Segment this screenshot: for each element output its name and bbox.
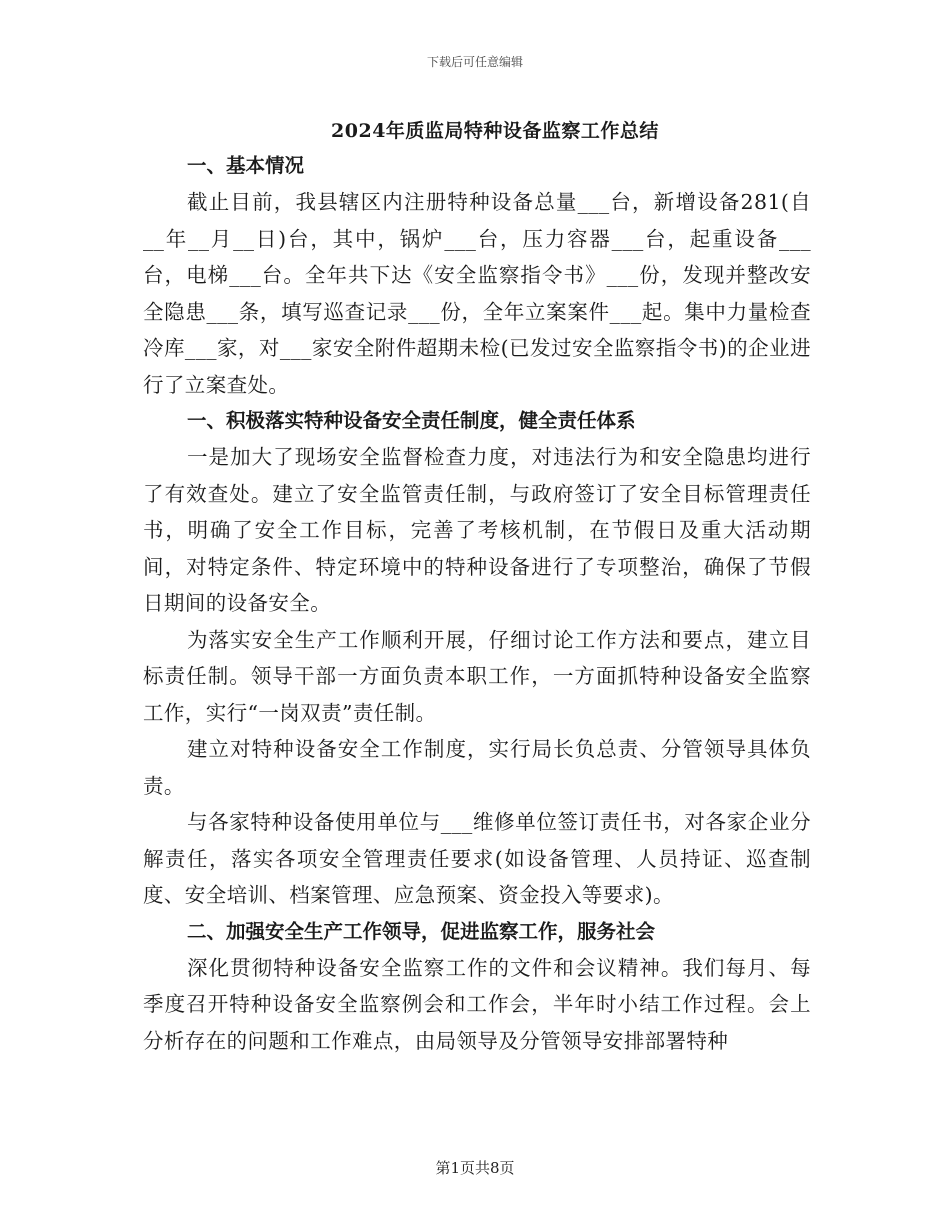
- section-heading-leadership: 二、加强安全生产工作领导，促进监察工作，服务社会: [187, 919, 656, 943]
- section-heading-responsibility-system: 一、积极落实特种设备安全责任制度，健全责任体系: [187, 409, 636, 432]
- page-header-note: 下载后可任意编辑: [426, 55, 523, 69]
- paragraph-meetings: 深化贯彻特种设备安全监察工作的文件和会议精神。我们每月、每季度召开特种设备安全监察例会和工作会，半年时小结工作过程。会上分析存在的问题和工作难点，由局领导及分管领导安排部署特种: [143, 955, 811, 1053]
- document-body: [143, 148, 811, 1059]
- paragraph-inspection-efforts: 一是加大了现场安全监督检查力度，对违法行为和安全隐患均进行了有效查处。建立了安全监管责任制，与政府签订了安全目标管理责任书，明确了安全工作目标，完善了考核机制，在节假日及重大活动期间，对特定条件、特定环境中的特种设备进行了专项整治，确保了节假日期间的设备安全。: [143, 445, 811, 615]
- document-title: 2024年质监局特种设备监察工作总结: [331, 120, 659, 142]
- paragraph-target-responsibility: 为落实安全生产工作顺利开展，仔细讨论工作方法和要点，建立目标责任制。领导干部一方面负责本职工作，一方面抓特种设备安全监察工作，实行“一岗双责”责任制。: [143, 627, 811, 725]
- page-footer-number: 第1页共8页: [435, 1159, 515, 1177]
- paragraph-responsibility-letters: 与各家特种设备使用单位与___维修单位签订责任书，对各家企业分解责任，落实各项安全管理责任要求(如设备管理、人员持证、巡查制度、安全培训、档案管理、应急预案、资金投入等要求)。: [143, 810, 811, 907]
- paragraph-basic-situation: 截止目前，我县辖区内注册特种设备总量___台，新增设备281(自__年__月__日)台，其中，锅炉___台，压力容器___台，起重设备___台，电梯___台。全年共下达《安全监察指令书》___份，发现并整改安全隐患___条，填写巡查记录___份，全年立案案件___起。集中力量检查冷库___家，对___家安全附件超期未检(已发过安全监察指令书)的企业进行了立案查处。: [143, 190, 811, 397]
- paragraph-work-system: 建立对特种设备安全工作制度，实行局长负总责、分管领导具体负责。: [143, 737, 811, 798]
- section-heading-basic-situation: 一、基本情况: [187, 154, 305, 177]
